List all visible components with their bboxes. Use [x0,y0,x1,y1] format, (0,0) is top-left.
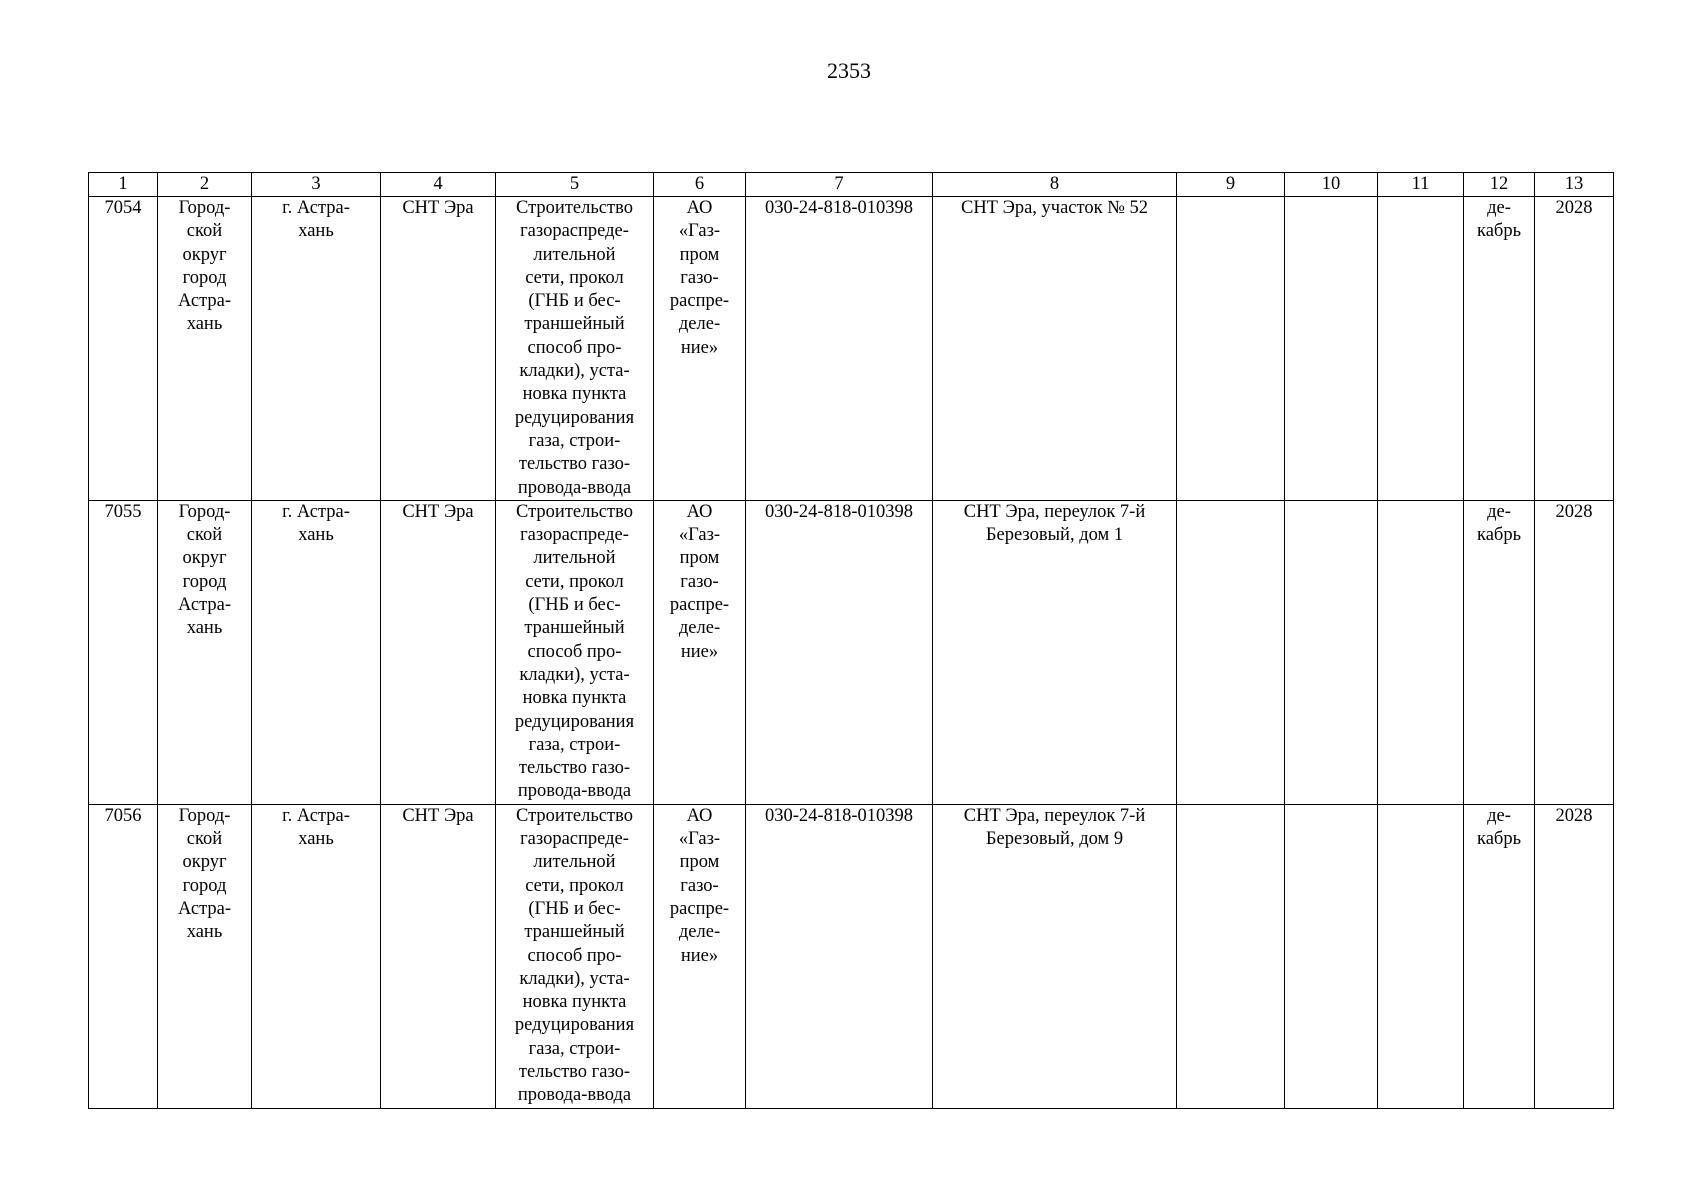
address-cell: СНТ Эра, переулок 7-й Березовый, дом 9 [933,804,1177,1108]
object-name-cell: СНТ Эра [381,500,496,804]
settlement-cell: г. Астра- хань [252,197,381,501]
empty-cell [1177,500,1285,804]
municipality-cell: Город- ской округ город Астра- хань [158,500,252,804]
table-row [89,804,1614,1108]
year-cell: 2028 [1535,197,1614,501]
column-header: 2 [158,173,252,197]
column-header: 10 [1285,173,1378,197]
month-cell: де- кабрь [1464,804,1535,1108]
column-header: 9 [1177,173,1285,197]
column-number-row [89,173,1614,197]
column-header: 13 [1535,173,1614,197]
page-number: 2353 [827,58,871,83]
column-header: 3 [252,173,381,197]
column-header: 8 [933,173,1177,197]
empty-cell [1378,804,1464,1108]
organization-cell: АО «Газ- пром газо- распре- деле- ние» [654,500,746,804]
empty-cell [1285,804,1378,1108]
table-row [89,500,1614,804]
object-name-cell: СНТ Эра [381,804,496,1108]
row-number-cell: 7055 [89,500,158,804]
row-number-cell: 7056 [89,804,158,1108]
empty-cell [1177,804,1285,1108]
code-cell: 030-24-818-010398 [746,197,933,501]
municipality-cell: Город- ской округ город Астра- хань [158,804,252,1108]
code-cell: 030-24-818-010398 [746,804,933,1108]
column-header: 7 [746,173,933,197]
object-name-cell: СНТ Эра [381,197,496,501]
column-header: 5 [496,173,654,197]
address-cell: СНТ Эра, переулок 7-й Березовый, дом 1 [933,500,1177,804]
column-header: 12 [1464,173,1535,197]
settlement-cell: г. Астра- хань [252,804,381,1108]
organization-cell: АО «Газ- пром газо- распре- деле- ние» [654,804,746,1108]
municipality-cell: Город- ской округ город Астра- хань [158,197,252,501]
month-cell: де- кабрь [1464,197,1535,501]
empty-cell [1378,500,1464,804]
column-header: 11 [1378,173,1464,197]
organization-cell: АО «Газ- пром газо- распре- деле- ние» [654,197,746,501]
table-row [89,197,1614,501]
row-number-cell: 7054 [89,197,158,501]
year-cell: 2028 [1535,804,1614,1108]
column-header: 1 [89,173,158,197]
work-description-cell: Строительство газораспреде- лительной сети, прокол (ГНБ и бес- траншейный способ про- кладки), уста- новка пункта редуцирования газа, строи- тельство газо- провода-ввода [496,197,654,501]
address-cell: СНТ Эра, участок № 52 [933,197,1177,501]
empty-cell [1285,197,1378,501]
work-description-cell: Строительство газораспреде- лительной сети, прокол (ГНБ и бес- траншейный способ про- кладки), уста- новка пункта редуцирования газа, строи- тельство газо- провода-ввода [496,500,654,804]
settlement-cell: г. Астра- хань [252,500,381,804]
empty-cell [1378,197,1464,501]
empty-cell [1177,197,1285,501]
code-cell: 030-24-818-010398 [746,500,933,804]
month-cell: де- кабрь [1464,500,1535,804]
empty-cell [1285,500,1378,804]
year-cell: 2028 [1535,500,1614,804]
column-header: 4 [381,173,496,197]
column-header: 6 [654,173,746,197]
work-description-cell: Строительство газораспреде- лительной сети, прокол (ГНБ и бес- траншейный способ про- кладки), уста- новка пункта редуцирования газа, строи- тельство газо- провода-ввода [496,804,654,1108]
registry-table [88,172,1614,1109]
